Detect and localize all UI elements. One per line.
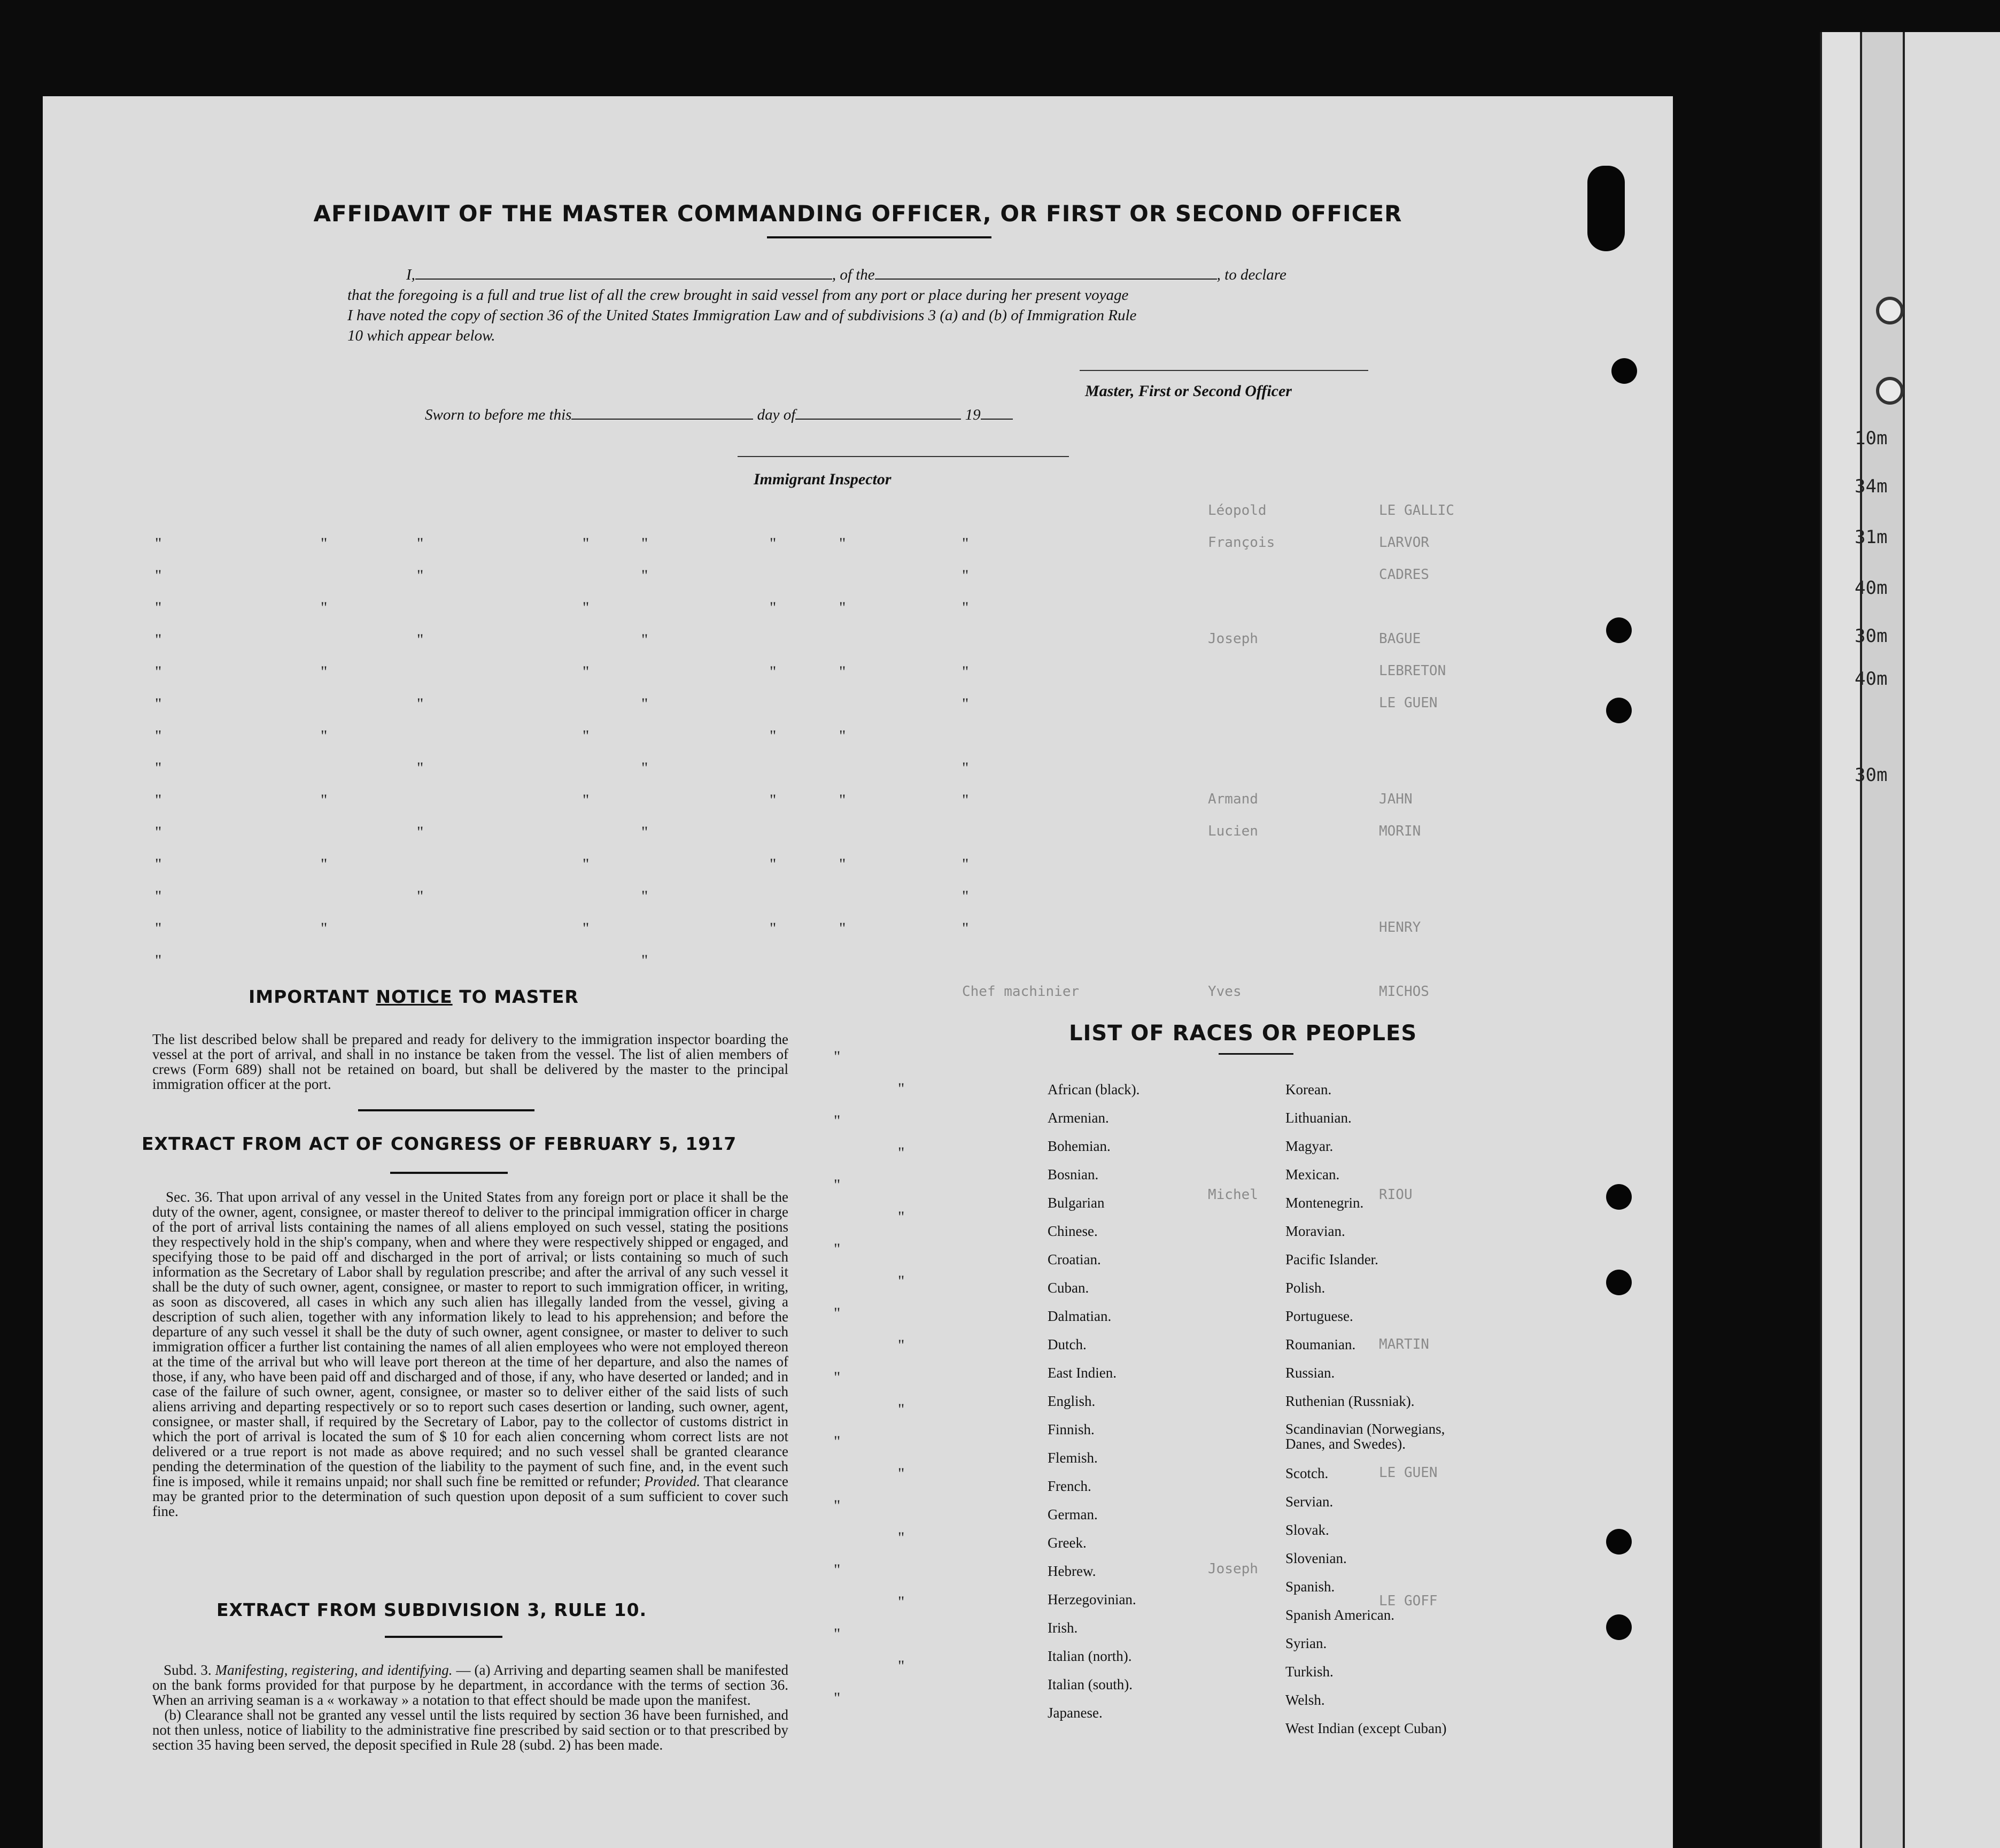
race-item: Chinese. [1048,1223,1098,1239]
notice-underlined: NOTICE [376,986,453,1007]
affidavit-of-the: , of the [832,266,875,283]
side-note: 10m [1855,428,1888,449]
race-item: Spanish American. [1285,1607,1394,1623]
side-note: 30m [1855,625,1888,647]
race-item: Spanish. [1285,1579,1335,1595]
race-item: Turkish. [1285,1664,1334,1680]
notice-text: The list described below shall be prepared and ready for delivery to the immigration inspector boarding the vessel at the port of arrival, and shall in no instance be taken from the vessel. The list of alien members of crews (Form 689) shall not be retained on board, but shall be delivered by the master to the principal immigration officer at the port. [152,1031,788,1092]
affidavit-line-2: that the foregoing is a full and true list of all the crew brought in said vessel from any port or place during her present voyage [347,287,1129,304]
race-item: Greek. [1048,1535,1087,1551]
race-item: Mexican. [1285,1166,1340,1182]
race-item: Armenian. [1048,1110,1109,1126]
binder-hole-icon [1606,1529,1632,1555]
race-item: Lithuanian. [1285,1110,1352,1126]
race-item: Slovak. [1285,1522,1329,1538]
race-item: Portuguese. [1285,1308,1353,1324]
sworn-line [425,406,1013,424]
race-item: Magyar. [1285,1138,1334,1154]
race-item: Montenegrin. [1285,1195,1364,1211]
race-item: Finnish. [1048,1421,1095,1437]
race-item: German. [1048,1506,1098,1522]
section-rule [358,1109,534,1111]
race-item: Bohemian. [1048,1138,1111,1154]
affidavit-declare: , to declare [1216,266,1286,283]
binder-hole-icon [1611,358,1637,384]
race-item: Scandinavian (Norwegians, Danes, and Swedes). [1285,1421,1445,1452]
race-item: Bulgarian [1048,1195,1105,1211]
year-text: 19 [965,406,981,423]
race-item: Welsh. [1285,1692,1325,1708]
races-title: LIST OF RACES OR PEOPLES [1069,1021,1417,1046]
inspector-label: Immigrant Inspector [754,470,892,488]
race-item: Pacific Islander. [1285,1251,1378,1267]
act-heading: EXTRACT FROM ACT OF CONGRESS OF FEBRUARY 5, 1917 [142,1133,737,1154]
crew-list-form: LE GALLIC Léopold LARVOR François CADRES BAGUE Joseph LEBRETON LE GUEN JAHN Armand MORIN Lucien HENRY MICHOS Yves Chef machinier RIOU Michel MARTIN LE GUEN Joseph LE GOFF " " " " " " " " " " " " " " " " " " " " " " " " " " " " " " " " " " " " " " " " " " " " " " " " " " " " " " " " " " " " " " " " " " " " " " " " " " " " " " " " " " " " " " " " AFFIDAVIT OF THE MASTER COMMANDING OFFICER, OR FIRST OR SECOND OFFICER I, , of the , to declare that the foregoing is a full and true list of all the crew brought in said vessel from any port or place during her present voyage I have noted the copy of section 36 of the United States Immigration Law and of subdivisions 3 (a) and (b) of Immigration Rule 10 which appear below. Master, First or Second Officer Sworn to before me this day of 19 Immigrant Inspector IMPORTANT NOTICE TO MASTER The list described below shall be prepared and ready for delivery to the immigration inspector boarding the vessel at the port of arrival, and shall in no instance be taken from the vessel. The list of alien members of crews (Form 689) shall not be retained on board, but shall be delivered by the master to the principal immigration officer at the port. EXTRACT FROM ACT OF CONGRESS OF FEBRUARY 5, 1917 Sec. 36. That upon arrival of any vessel in the United States from any foreign port or place it shall be the duty of the owner, agent, consignee, or master thereof to deliver to the principal immigration officer in charge of the port of arrival lists containing the names of all aliens employed on such vessel, stating the positions they respectively hold in the ship's company, when and where they were respectively shipped or engaged, and specifying those to be paid off and discharged in the port of arrival; or lists containing so much of such information as the Secretary of Labor shall by regulation prescribe; and after the arrival of any such vessel it shall be the duty of such owner, agent, consignee, or master to report to such immigration officer, in writing, as soon as discovered, all cases in which any such alien has illegally landed from the vessel, giving a description of such alien, together with any information likely to lead to his apprehension; and before the departure of any such vessel it shall be the duty of such owner, agent consignee, or master to deliver to such immigration officer a further list containing the names of all alien employees who were not employed thereon at the time of the arrival but who will leave port thereon at the time of her departure, and also the names of those, if any, who have been paid off and discharged and of those, if any, who have deserted or landed; and in case of the failure of such owner, agent, consignee, or master so to deliver either of the said lists of such aliens arriving and departing respectively or so to report such cases desertion or landing, such owner, agent, consignee, or master shall, if required by the Secretary of Labor, pay to the collector of customs district in which the port of arrival is located the sum of $ 10 for each alien concerning whom correct lists are not delivered or a true report is not made as above required; and no such vessel shall be granted clearance pending the determination of the question of the liability to the payment of such fine, and, in the event such fine is imposed, while it remains unpaid; nor shall such fine be remitted or refunder; Provided. That clearance may be granted prior to the determination of such question upon deposit of a sum sufficient to cover such fine. EXTRACT FROM SUBDIVISION 3, RULE 10. Subd. 3. Manifesting, registering, and identifying. — (a) Arriving and departing seamen shall be manifested on the bank forms provided for that purpose by he department, in accordance with the terms of section 36. When an arriving seaman is a « workaway » a notation to that effect should be made upon the manifest. (b) Clearance shall not be granted any vessel until the lists required by section 36 have been furnished, and not then unless, notice of liability to the administrative fine prescribed by said section or to that prescribed by section 35 having been served, the deposit specified in Rule 28 (subd. 2) has been made. LIST OF RACES OR PEOPLES African (black). Armenian. Bohemian. Bosnian. Bulgarian Chinese. Croatian. Cuban. Dalmatian. Dutch. East Indien. English. Finnish. Flemish. French. German. Greek. Hebrew. Herzegovinian. Irish. Italian (north). Italian (south). Japanese. Korean. Lithuanian. Magyar. Mexican. Montenegrin. Moravian. Pacific Islander. Polish. Portuguese. Roumanian. Russian. Ruthenian (Russniak). Scandinavian (Norwegians, Danes, and Swedes). Scotch. Servian. Slovak. Slovenian. Spanish. Spanish American. Syrian. Turkish. Welsh. West Indian (except Cuban) [43,96,1673,1848]
race-item: Italian (south). [1048,1676,1133,1692]
day-of-text: day of [757,406,796,423]
ink-blot [1587,166,1625,251]
punch-hole-icon [1876,377,1904,405]
vessel-name-field[interactable] [875,267,1217,280]
side-note: 31m [1855,527,1888,548]
side-note: 34m [1855,476,1888,497]
race-item: East Indien. [1048,1365,1117,1381]
sworn-text: Sworn to before me this [425,406,572,423]
race-item: French. [1048,1478,1091,1494]
race-item: Scotch. [1285,1465,1329,1481]
background-page-stack [1903,32,2000,1848]
race-item: Japanese. [1048,1705,1103,1721]
race-item: West Indian (except Cuban) [1285,1720,1447,1736]
title-rule [767,236,991,238]
affidavit-i: I, [406,266,415,283]
signature-line[interactable] [1080,370,1368,371]
binder-hole-icon [1606,1184,1632,1210]
race-item: African (black). [1048,1081,1140,1097]
affidavit-line-1 [406,266,1286,284]
binder-hole-icon [1606,1614,1632,1640]
race-item: Croatian. [1048,1251,1101,1267]
race-item: Cuban. [1048,1280,1089,1296]
binder-hole-icon [1606,698,1632,723]
section-rule [385,1636,502,1638]
punch-hole-icon [1876,297,1904,324]
affidavit-title: AFFIDAVIT OF THE MASTER COMMANDING OFFICER, OR FIRST OR SECOND OFFICER [313,200,1402,227]
race-item: English. [1048,1393,1096,1409]
race-item: Polish. [1285,1280,1325,1296]
race-item: Flemish. [1048,1450,1098,1466]
race-item: Ruthenian (Russniak). [1285,1393,1415,1409]
side-note: 40m [1855,668,1888,690]
binder-hole-icon [1606,617,1632,643]
affidavit-line-4: 10 which appear below. [347,327,495,344]
inspector-signature-line[interactable] [738,456,1069,457]
side-note: 30m [1855,764,1888,786]
rule-heading: EXTRACT FROM SUBDIVISION 3, RULE 10. [216,1599,647,1620]
race-item: Irish. [1048,1620,1078,1636]
race-item: Roumanian. [1285,1336,1356,1352]
race-item: Bosnian. [1048,1166,1099,1182]
race-item: Dalmatian. [1048,1308,1112,1324]
sworn-year-field[interactable] [981,407,1013,420]
binder-hole-icon [1606,1270,1632,1295]
race-item: Herzegovinian. [1048,1591,1136,1607]
side-note: 40m [1855,577,1888,599]
signer-label: Master, First or Second Officer [1085,382,1292,400]
race-item: Syrian. [1285,1635,1327,1651]
section-rule [1219,1053,1293,1055]
section-rule [390,1172,508,1174]
race-item: Russian. [1285,1365,1335,1381]
sworn-day-field[interactable] [571,407,753,420]
master-name-field[interactable] [415,267,832,280]
rule-subdivision-3: Subd. 3. Manifesting, registering, and identifying. — (a) Arriving and departing seamen shall be manifested on the bank forms provided for that purpose by he department, in accordance with the terms of section 36. When an arriving seaman is a « workaway » a notation to that effect should be made upon the manifest. (b) Clearance shall not be granted any vessel until the lists required by section 36 have been furnished, and not then unless, notice of liability to the administrative fine prescribed by said section or to that prescribed by section 35 having been served, the deposit specified in Rule 28 (subd. 2) has been made. [152,1662,788,1753]
sworn-month-field[interactable] [795,407,961,420]
race-item: Moravian. [1285,1223,1345,1239]
race-item: Hebrew. [1048,1563,1096,1579]
affidavit-line-3: I have noted the copy of section 36 of the United States Immigration Law and of subdivisions 3 (a) and (b) of Immigration Rule [347,307,1137,324]
race-item: Dutch. [1048,1336,1087,1352]
race-item: Slovenian. [1285,1550,1347,1566]
race-item: Korean. [1285,1081,1332,1097]
race-item: Italian (north). [1048,1648,1132,1664]
act-section-36: Sec. 36. That upon arrival of any vessel in the United States from any foreign port or place it shall be the duty of the owner, agent, consignee, or master thereof to deliver to the principal immigration officer in charge of the port of arrival lists containing the names of all aliens employed on such vessel, stating the positions they respectively hold in the ship's company, when and where they were respectively shipped or engaged, and specifying those to be paid off and discharged in the port of arrival; or lists containing so much of such information as the Secretary of Labor shall by regulation prescribe; and after the arrival of any such vessel it shall be the duty of such owner, agent, consignee, or master to report to such immigration officer, in writing, as soon as discovered, all cases in which any such alien has illegally landed from the vessel, giving a description of such alien, together with any information likely to lead to his apprehension; and before the departure of any such vessel it shall be the duty of such owner, agent consignee, or master to deliver to such immigration officer a further list containing the names of all alien employees who were not employed thereon at the time of the arrival but who will leave port thereon at the time of her departure, and also the names of those, if any, who have been paid off and discharged and of those, if any, who have deserted or landed; and in case of the failure of such owner, agent, consignee, or master so to deliver either of the said lists of such aliens arriving and departing respectively or so to report such cases desertion or landing, such owner, agent, consignee, or master shall, if required by the Secretary of Labor, pay to the collector of customs district in which the port of arrival is located the sum of $ 10 for each alien concerning whom correct lists are not delivered or a true report is not made as above required; and no such vessel shall be granted clearance pending the determination of the question of the liability to the payment of such fine, and, in the event such fine is imposed, while it remains unpaid; nor shall such fine be remitted or refunder; Provided. That clearance may be granted prior to the determination of such question upon deposit of a sum sufficient to cover such fine. [152,1189,789,1519]
scan-border [0,0,43,1848]
notice-heading: IMPORTANT NOTICE TO MASTER [249,986,579,1007]
race-item: Servian. [1285,1494,1334,1510]
